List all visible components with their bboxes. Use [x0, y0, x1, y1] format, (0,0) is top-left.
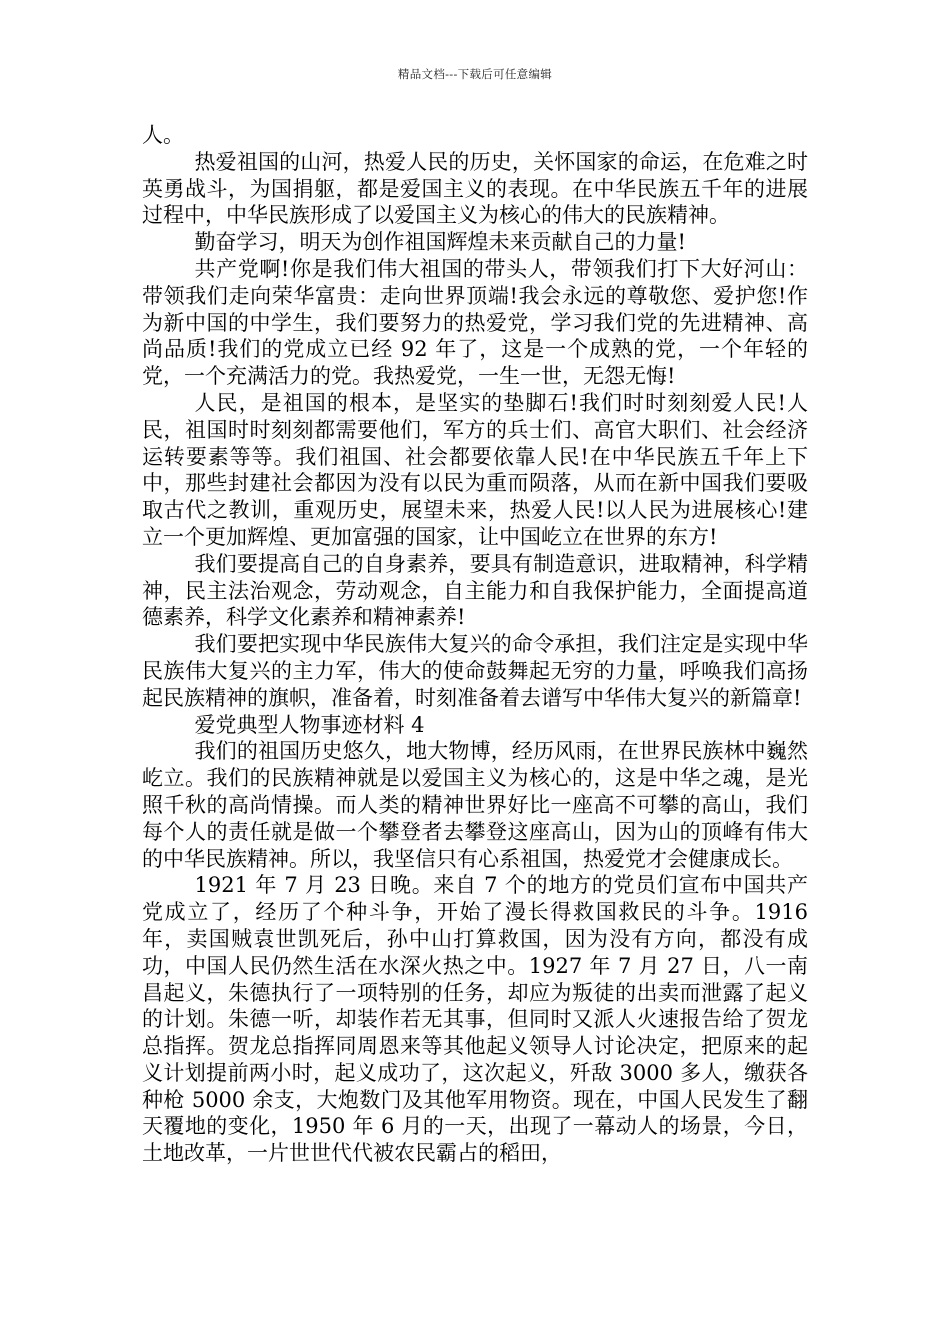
- paragraph: 勤奋学习，明天为创作祖国辉煌未来贡献自己的力量!: [194, 230, 686, 255]
- paragraph: 人。: [142, 123, 184, 147]
- paragraph: 共产党啊!你是我们伟大祖国的带头人，带领我们打下大好河山：带领我们走向荣华富贵：走向世界顶端!我会永远的尊敬您、爱护您!作为新中国的中学生，我们要努力的热爱党，学习我们党的先进精神、高尚品质!我们的党成立已经 92 年了，这是一个成熟的党，一个年轻的党，一个充满活力的党。我热爱党，一生一世，无怨无悔!: [142, 256, 808, 389]
- paragraph: 热爱祖国的山河，热爱人民的历史，关怀国家的命运，在危难之时英勇战斗，为国捐躯，都是爱国主义的表现。在中华民族五千年的进展过程中，中华民族形成了以爱国主义为核心的伟大的民族精神。: [142, 149, 808, 228]
- document-body: [142, 122, 808, 1167]
- section-heading: 爱党典型人物事迹材料 4: [194, 712, 425, 737]
- paragraph: 人民，是祖国的根本，是坚实的垫脚石!我们时时刻刻爱人民!人民，祖国时时刻刻都需要他们，军方的兵士们、高官大职们、社会经济运转要素等等。我们祖国、社会都要依靠人民!在中华民族五千年上下中，那些封建社会都因为没有以民为重而陨落，从而在新中国我们要吸取古代之教训，重观历史，展望未来，热爱人民!以人民为进展核心!建立一个更加辉煌、更加富强的国家，让中国屹立在世界的东方!: [142, 390, 808, 549]
- page-header: 精品文档---下载后可任意编辑: [397, 67, 553, 81]
- paragraph: 我们要提高自己的自身素养，要具有制造意识，进取精神，科学精神，民主法治观念，劳动观念，自主能力和自我保护能力，全面提高道德素养，科学文化素养和精神素养!: [142, 551, 808, 630]
- paragraph: 我们的祖国历史悠久，地大物博，经历风雨，在世界民族林中巍然屹立。我们的民族精神就是以爱国主义为核心的，这是中华之魂，是光照千秋的高尚情操。而人类的精神世界好比一座高不可攀的高山，我们每个人的责任就是做一个攀登者去攀登这座高山，因为山的顶峰有伟大的中华民族精神。所以，我坚信只有心系祖国，热爱党才会健康成长。: [142, 739, 808, 871]
- paragraph: 1921 年 7 月 23 日晚。来自 7 个的地方的党员们宣布中国共产党成立了，经历了个种斗争，开始了漫长得救国救民的斗争。1916 年，卖国贼袁世凯死后，孙中山打算救国，因为没有方向，都没有成功，中国人民仍然生活在水深火热之中。1927 年 7 月 27 日，八一南昌起义，朱德执行了一项特别的任务，却应为叛徒的出卖而泄露了起义的计划。朱德一听，却装作若无其事，但同时又派人火速报告给了贺龙总指挥。贺龙总指挥同周恩来等其他起义领导人讨论决定，把原来的起义计划提前两小时，起义成功了，这次起义，歼敌 3000 多人，缴获各种枪 5000 余支，大炮数门及其他军用物资。现在，中国人民发生了翻天覆地的变化，1950 年 6 月的一天，出现了一幕动人的场景，今日，土地改革，一片世世代代被农民霸占的稻田，: [142, 873, 808, 1166]
- paragraph: 我们要把实现中华民族伟大复兴的命令承担，我们注定是实现中华民族伟大复兴的主力军，伟大的使命鼓舞起无穷的力量，呼唤我们高扬起民族精神的旗帜，准备着，时刻准备着去谱写中华伟大复兴的新篇章!: [142, 632, 808, 710]
